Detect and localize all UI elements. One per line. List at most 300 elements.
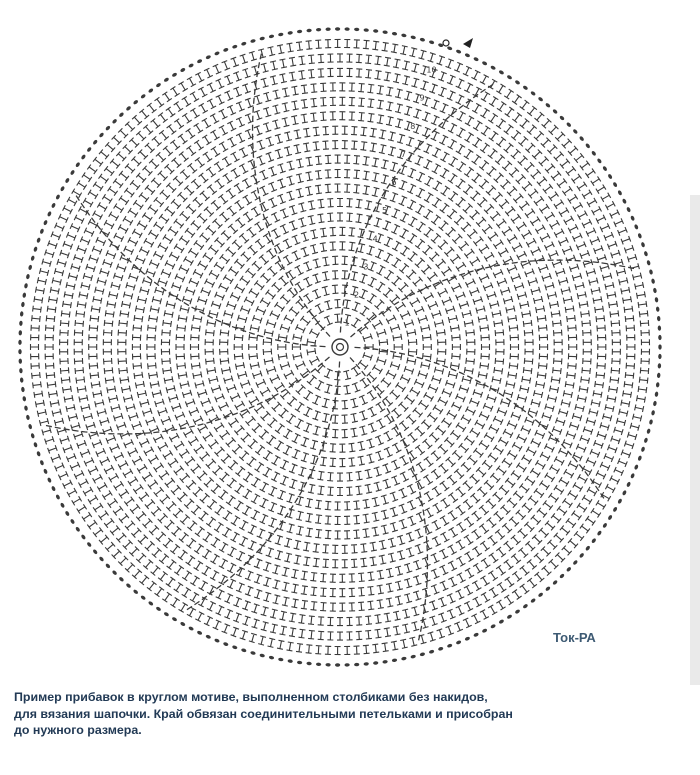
single-crochet-mark [413, 109, 421, 118]
slip-stitch-mark [637, 455, 642, 461]
single-crochet-mark [534, 488, 544, 498]
single-crochet-mark [406, 548, 414, 558]
single-crochet-mark [279, 408, 289, 418]
single-crochet-mark [395, 566, 403, 575]
single-crochet-mark [287, 191, 295, 200]
single-crochet-mark [377, 86, 384, 95]
slip-stitch-mark [335, 663, 340, 666]
single-crochet-mark [176, 344, 184, 350]
single-crochet-mark [418, 315, 428, 323]
slip-stitch-mark [269, 34, 275, 38]
single-crochet-mark [266, 249, 276, 259]
single-crochet-mark [114, 204, 124, 213]
single-crochet-mark [174, 441, 184, 450]
single-crochet-mark [55, 223, 65, 232]
single-crochet-mark [342, 429, 348, 437]
single-crochet-mark [415, 544, 424, 554]
single-crochet-mark [106, 250, 116, 259]
single-crochet-mark [415, 156, 424, 166]
single-crochet-mark [191, 179, 201, 189]
single-crochet-mark [272, 282, 282, 292]
single-crochet-mark [289, 307, 299, 317]
single-crochet-mark [619, 409, 628, 417]
single-crochet-mark [318, 69, 325, 77]
single-crochet-mark [147, 344, 155, 350]
single-crochet-mark [471, 70, 480, 80]
single-crochet-mark [388, 538, 396, 547]
single-crochet-mark [534, 296, 543, 304]
single-crochet-mark [359, 426, 367, 435]
caption-line-3: до нужного размера. [14, 723, 142, 737]
single-crochet-mark [266, 548, 274, 558]
single-crochet-mark [218, 490, 228, 500]
single-crochet-mark [506, 381, 515, 389]
single-crochet-mark [240, 54, 248, 63]
single-crochet-mark [219, 142, 228, 152]
single-crochet-mark [199, 103, 208, 113]
single-crochet-mark [520, 100, 530, 110]
single-crochet-mark [119, 367, 128, 374]
single-crochet-mark [211, 301, 221, 309]
single-crochet-mark [466, 358, 475, 365]
single-crochet-mark [140, 287, 149, 295]
single-crochet-mark [576, 242, 586, 251]
single-crochet-mark [66, 232, 76, 241]
single-crochet-mark [104, 320, 113, 327]
slip-stitch-mark [30, 255, 35, 261]
slip-stitch-mark [514, 80, 520, 86]
single-crochet-mark [202, 549, 211, 559]
single-crochet-mark [280, 59, 288, 68]
single-crochet-mark [463, 185, 473, 195]
single-crochet-mark [163, 367, 172, 374]
single-crochet-mark [464, 249, 474, 258]
single-crochet-mark [457, 162, 466, 172]
single-crochet-mark [339, 603, 345, 611]
slip-stitch-mark [112, 118, 118, 124]
single-crochet-mark [166, 501, 176, 511]
single-crochet-mark [505, 577, 515, 587]
single-crochet-mark [116, 152, 126, 162]
single-crochet-mark [170, 544, 180, 554]
slip-stitch-mark [585, 143, 591, 149]
single-crochet-mark [171, 485, 181, 495]
slip-stitch-mark [401, 33, 407, 37]
single-crochet-mark [206, 225, 216, 235]
single-crochet-mark [222, 624, 231, 634]
single-crochet-mark [368, 113, 375, 122]
single-crochet-mark [239, 148, 248, 158]
start-loop-icon [443, 40, 449, 46]
single-crochet-mark [337, 473, 343, 481]
single-crochet-mark [89, 334, 97, 340]
single-crochet-mark [611, 436, 621, 444]
single-crochet-mark [71, 264, 80, 272]
single-crochet-mark [384, 237, 393, 247]
single-crochet-mark [175, 274, 185, 283]
single-crochet-mark [324, 369, 333, 379]
single-crochet-mark [568, 538, 578, 548]
single-crochet-mark [54, 268, 63, 276]
single-crochet-mark [447, 91, 456, 101]
single-crochet-mark [525, 349, 533, 355]
single-crochet-mark [456, 262, 466, 271]
single-crochet-mark [234, 259, 244, 269]
single-crochet-mark [313, 558, 320, 567]
single-crochet-mark [206, 459, 216, 469]
single-crochet-mark [323, 559, 330, 567]
single-crochet-mark [210, 130, 219, 140]
single-crochet-mark [223, 275, 233, 284]
single-crochet-mark [49, 296, 58, 303]
single-crochet-mark [504, 143, 514, 153]
single-crochet-mark [407, 357, 416, 364]
single-crochet-mark [60, 436, 70, 444]
single-crochet-mark [411, 622, 419, 631]
single-crochet-mark [448, 139, 457, 149]
single-crochet-mark [505, 206, 515, 216]
single-crochet-mark [600, 462, 610, 471]
single-crochet-mark [296, 526, 304, 535]
single-crochet-mark [416, 188, 425, 198]
single-crochet-mark [120, 310, 129, 317]
single-crochet-mark [282, 582, 290, 591]
slip-stitch-mark [506, 74, 512, 80]
single-crochet-mark [358, 573, 365, 582]
single-crochet-mark [377, 585, 384, 594]
single-crochet-mark [165, 425, 175, 434]
single-crochet-mark [83, 198, 93, 207]
single-crochet-mark [583, 339, 591, 345]
slip-stitch-mark [602, 522, 608, 528]
single-crochet-mark [263, 577, 271, 586]
single-crochet-mark [315, 156, 322, 165]
slip-stitch-mark [19, 368, 23, 373]
single-crochet-mark [564, 469, 574, 478]
single-crochet-mark [129, 273, 139, 281]
single-crochet-mark [117, 264, 127, 272]
single-crochet-mark [124, 292, 133, 300]
slip-stitch-mark [259, 653, 265, 658]
single-crochet-mark [432, 376, 442, 384]
single-crochet-mark [414, 379, 424, 388]
single-crochet-mark [472, 581, 481, 591]
single-crochet-mark [165, 260, 175, 269]
slip-stitch-mark [197, 630, 203, 635]
single-crochet-mark [360, 558, 367, 567]
single-crochet-mark [456, 605, 465, 615]
single-crochet-mark [454, 469, 464, 479]
single-crochet-mark [494, 511, 504, 521]
single-crochet-mark [464, 585, 473, 595]
single-crochet-mark [496, 565, 506, 575]
single-crochet-mark [174, 466, 184, 476]
single-crochet-mark [163, 538, 173, 548]
single-crochet-mark [315, 185, 322, 194]
single-crochet-mark [203, 432, 213, 442]
single-crochet-mark [39, 418, 48, 426]
single-crochet-mark [245, 571, 254, 581]
single-crochet-mark [605, 201, 615, 210]
single-crochet-mark [49, 391, 58, 398]
single-crochet-mark [303, 262, 312, 272]
single-crochet-mark [118, 556, 128, 566]
single-crochet-mark [339, 574, 345, 582]
single-crochet-mark [252, 261, 262, 271]
single-crochet-mark [456, 128, 465, 138]
single-crochet-mark [149, 159, 159, 169]
single-crochet-mark [539, 325, 548, 332]
single-crochet-mark [356, 54, 363, 62]
single-crochet-mark [61, 310, 70, 317]
single-crochet-mark [446, 626, 454, 636]
single-crochet-mark [447, 410, 457, 419]
slip-stitch-mark [392, 658, 398, 662]
single-crochet-mark [330, 589, 336, 597]
single-crochet-mark [42, 259, 51, 267]
single-crochet-mark [119, 320, 128, 327]
single-crochet-mark [456, 79, 465, 89]
single-crochet-mark [639, 377, 648, 384]
slip-stitch-mark [658, 363, 662, 368]
single-crochet-mark [481, 353, 489, 360]
single-crochet-mark [330, 112, 336, 120]
single-crochet-mark [205, 349, 213, 355]
single-crochet-mark [205, 339, 213, 345]
single-crochet-mark [228, 547, 237, 557]
single-crochet-mark [92, 440, 102, 449]
single-crochet-mark [400, 639, 408, 648]
slip-stitch-mark [566, 566, 572, 572]
single-crochet-mark [510, 334, 518, 340]
single-crochet-mark [532, 150, 542, 160]
single-crochet-mark [424, 457, 434, 467]
single-crochet-mark [517, 394, 526, 402]
single-crochet-mark [582, 495, 592, 504]
single-crochet-mark [407, 200, 416, 210]
single-crochet-mark [66, 453, 76, 462]
single-crochet-mark [74, 330, 82, 336]
single-crochet-mark [236, 583, 245, 593]
single-crochet-mark [118, 461, 128, 470]
single-crochet-mark [204, 616, 213, 626]
single-crochet-mark [466, 279, 476, 288]
single-crochet-mark [220, 339, 228, 345]
single-crochet-mark [242, 84, 250, 94]
caption-line-1: Пример прибавок в круглом мотиве, выполненном столбиками без накидов, [14, 690, 488, 704]
single-crochet-mark [349, 603, 355, 611]
single-crochet-mark [97, 278, 106, 286]
single-crochet-mark [400, 456, 409, 466]
slip-stitch-mark [21, 387, 25, 393]
single-crochet-mark [86, 264, 96, 272]
single-crochet-mark [496, 119, 506, 129]
single-crochet-mark [260, 514, 269, 524]
single-crochet-mark [334, 314, 341, 322]
single-crochet-mark [104, 166, 114, 176]
single-crochet-mark [456, 556, 465, 566]
single-crochet-mark [342, 545, 348, 553]
single-crochet-mark [211, 200, 221, 210]
single-crochet-mark [320, 112, 327, 120]
single-crochet-mark [511, 554, 521, 564]
single-crochet-mark [559, 448, 569, 457]
single-crochet-mark [498, 248, 508, 257]
single-crochet-mark [421, 420, 431, 430]
single-crochet-mark [502, 161, 512, 171]
single-crochet-mark [291, 86, 298, 95]
single-crochet-mark [346, 473, 353, 482]
single-crochet-mark [424, 144, 433, 154]
single-crochet-mark [598, 344, 606, 350]
single-crochet-mark [327, 68, 333, 76]
single-crochet-mark [337, 54, 343, 62]
single-crochet-mark [257, 544, 266, 554]
single-crochet-mark [536, 306, 545, 313]
single-crochet-mark [583, 330, 591, 336]
single-crochet-mark [431, 469, 441, 479]
single-crochet-mark [540, 452, 550, 461]
single-crochet-mark [342, 271, 349, 279]
single-crochet-mark [243, 212, 253, 222]
single-crochet-mark [381, 175, 389, 184]
single-crochet-mark [542, 566, 552, 576]
single-crochet-mark [222, 527, 231, 537]
single-crochet-mark [119, 489, 129, 499]
slip-stitch-mark [498, 619, 504, 625]
single-crochet-mark [609, 386, 618, 393]
single-crochet-mark [559, 277, 568, 285]
slip-stitch-mark [656, 306, 660, 312]
single-crochet-mark [467, 455, 477, 465]
slip-stitch-mark [18, 359, 22, 364]
single-crochet-mark [531, 169, 541, 179]
single-crochet-mark [478, 372, 487, 379]
single-crochet-mark [185, 287, 195, 295]
single-crochet-mark [612, 339, 620, 345]
slip-stitch-mark [86, 146, 92, 152]
single-crochet-mark [86, 422, 96, 430]
single-crochet-mark [303, 407, 312, 417]
single-crochet-mark [344, 155, 350, 163]
single-crochet-mark [405, 395, 415, 405]
single-crochet-mark [402, 609, 410, 618]
slip-stitch-mark [70, 169, 76, 175]
single-crochet-mark [296, 511, 304, 520]
single-crochet-mark [93, 296, 102, 303]
single-crochet-mark [579, 301, 588, 308]
single-crochet-mark [151, 119, 161, 129]
single-crochet-mark [235, 401, 245, 410]
single-crochet-mark [585, 516, 595, 526]
single-crochet-mark [496, 339, 504, 345]
single-crochet-mark [255, 222, 264, 232]
slip-stitch-mark [607, 173, 613, 179]
single-crochet-mark [438, 87, 447, 97]
single-crochet-mark [513, 194, 523, 204]
single-crochet-mark [623, 391, 632, 398]
slip-stitch-mark [26, 414, 30, 420]
single-crochet-mark [161, 349, 169, 355]
single-crochet-mark [424, 492, 433, 502]
single-crochet-mark [31, 363, 39, 370]
single-crochet-mark [476, 217, 486, 227]
single-crochet-mark [516, 222, 526, 232]
single-crochet-mark [304, 294, 313, 304]
single-crochet-mark [365, 70, 372, 79]
single-crochet-mark [415, 204, 424, 214]
single-crochet-mark [625, 315, 634, 322]
single-crochet-mark [45, 250, 55, 258]
single-crochet-mark [129, 138, 139, 148]
slip-stitch-mark [43, 220, 48, 226]
single-crochet-mark [116, 533, 126, 543]
single-crochet-mark [166, 385, 175, 393]
single-crochet-mark [456, 590, 465, 600]
single-crochet-mark [562, 498, 572, 508]
single-crochet-mark [388, 553, 396, 562]
single-crochet-mark [252, 423, 262, 433]
single-crochet-mark [270, 375, 280, 384]
author-signature: Ток-РА [553, 630, 596, 645]
single-crochet-mark [425, 508, 434, 518]
single-crochet-mark [219, 402, 229, 411]
single-crochet-mark [416, 172, 425, 182]
single-crochet-mark [195, 157, 205, 167]
single-crochet-mark [334, 372, 341, 380]
single-crochet-mark [295, 419, 304, 429]
single-crochet-mark [577, 503, 587, 512]
single-crochet-mark [287, 494, 295, 503]
single-crochet-mark [263, 92, 271, 101]
single-crochet-mark [368, 262, 377, 272]
single-crochet-mark [408, 339, 416, 346]
single-crochet-mark [202, 135, 211, 145]
slip-stitch-mark [438, 646, 444, 651]
single-crochet-mark [633, 273, 642, 281]
single-crochet-mark [434, 367, 443, 375]
single-crochet-mark [277, 194, 286, 204]
single-crochet-mark [407, 184, 416, 194]
single-crochet-mark [377, 115, 384, 124]
single-crochet-mark [201, 398, 211, 407]
single-crochet-mark [194, 123, 203, 133]
single-crochet-mark [543, 184, 553, 194]
single-crochet-mark [486, 185, 496, 195]
single-crochet-mark [207, 585, 216, 595]
single-crochet-mark [146, 269, 156, 278]
single-crochet-mark [376, 282, 385, 292]
single-crochet-mark [398, 282, 408, 292]
single-crochet-mark [107, 386, 116, 393]
single-crochet-mark [535, 225, 545, 234]
single-crochet-mark [349, 112, 355, 120]
single-crochet-mark [459, 443, 469, 453]
single-crochet-mark [263, 234, 272, 244]
single-crochet-mark [583, 349, 591, 355]
single-crochet-mark [359, 411, 367, 421]
single-crochet-mark [80, 237, 90, 246]
single-crochet-mark [573, 202, 583, 211]
single-crochet-mark [464, 83, 473, 93]
single-crochet-mark [382, 643, 389, 652]
single-crochet-mark [268, 47, 276, 56]
single-crochet-mark [280, 362, 290, 370]
single-crochet-mark [480, 143, 490, 153]
single-crochet-mark [344, 516, 350, 524]
slip-stitch-mark [20, 377, 24, 383]
single-crochet-mark [268, 182, 277, 192]
